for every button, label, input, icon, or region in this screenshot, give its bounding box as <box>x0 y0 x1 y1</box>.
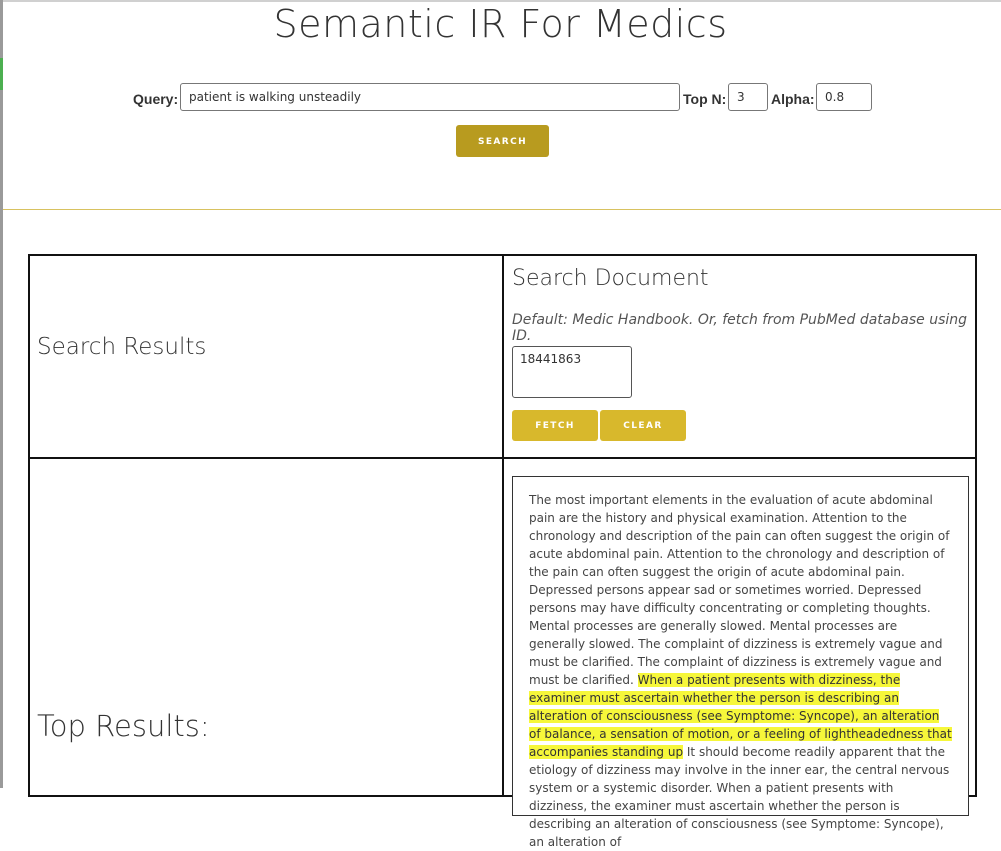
top-results-heading: Top Results: <box>37 709 210 743</box>
top-results-cell <box>28 457 504 797</box>
query-form <box>0 83 1001 113</box>
search-results-heading: Search Results <box>37 334 207 360</box>
header-divider <box>3 209 1001 210</box>
document-text-before: The most important elements in the evaluation of acute abdominal pain are the history and physical examination. Attention to the chronology and description of the pain can often suggest the origin of acute abdominal pain. Attention to the chronology and description of the pain can often suggest the origin of acute abdominal pain. Depressed persons appear sad or sometimes worried. Depressed persons may have difficulty concentrating or completing thoughts. Mental processes are generally slowed. Mental processes are generally slowed. The complaint of dizziness is extremely vague and must be clarified. The complaint of dizziness is extremely vague and must be clarified. <box>529 493 950 687</box>
document-text-box[interactable] <box>512 476 969 849</box>
document-text-cell <box>502 457 977 849</box>
page-title: Semantic IR For Medics <box>273 2 728 46</box>
topn-label: Top N: <box>683 91 727 107</box>
query-input[interactable]: patient is walking unsteadily <box>180 83 680 111</box>
pubmed-id-textarea[interactable]: 18441863 <box>512 346 632 398</box>
search-document-cell <box>502 254 977 459</box>
clear-button[interactable]: CLEAR <box>600 410 686 441</box>
search-results-cell <box>28 254 504 459</box>
window-left-border <box>0 0 3 788</box>
search-document-subtitle: Default: Medic Handbook. Or, fetch from PubMed database using ID. <box>512 312 968 344</box>
document-text-highlight: When a patient presents with dizziness, the examiner must ascertain whether the person is describing an alteration of consciousness (see Symptome: Syncope), an alteration of balance, a sensation of motion, or a feeling of lightheadedness that accompanies standing up <box>529 673 952 759</box>
alpha-input[interactable]: 0.8 <box>816 83 872 111</box>
fetch-button[interactable]: FETCH <box>512 410 598 441</box>
alpha-label: Alpha: <box>771 91 815 107</box>
search-button[interactable]: SEARCH <box>456 125 549 157</box>
document-text-after: It should become readily apparent that the etiology of dizziness may involve in the inner ear, the central nervous system or a systemic disorder. When a patient presents with dizziness, the examiner must ascertain whether the person is describing an alteration of consciousness (see Symptome: Syncope), an alteration of <box>529 745 950 849</box>
query-label: Query: <box>133 91 179 107</box>
search-document-heading: Search Document <box>512 266 709 291</box>
topn-input[interactable]: 3 <box>728 83 768 111</box>
